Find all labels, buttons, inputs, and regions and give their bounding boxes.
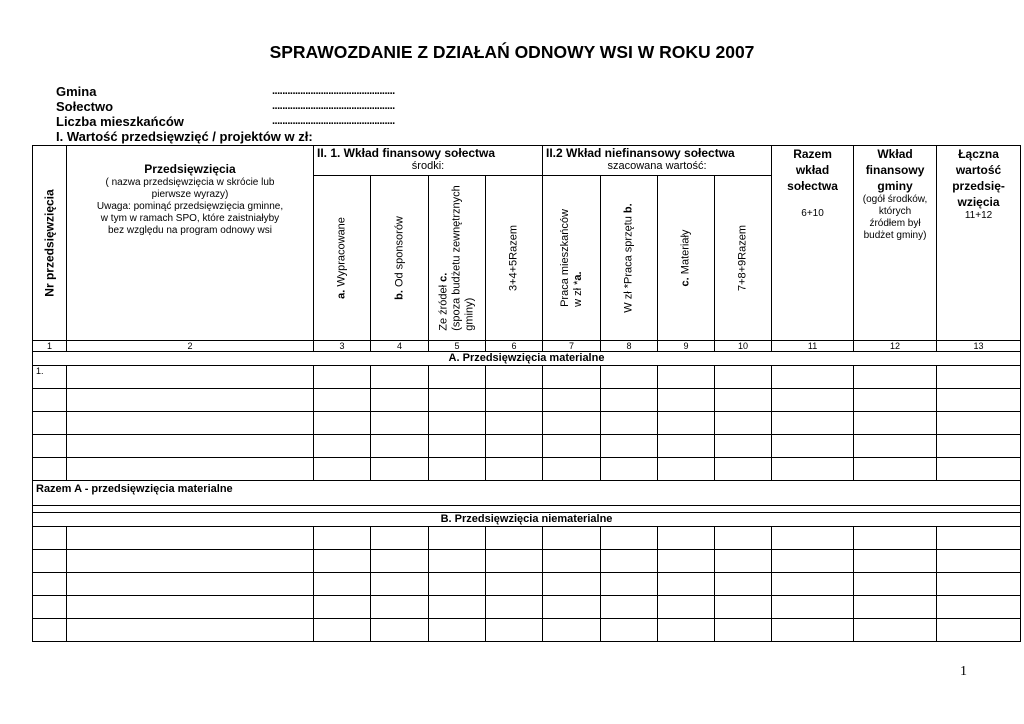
label-solectwo: Sołectwo (56, 99, 114, 114)
table-row[interactable] (33, 596, 1021, 619)
report-table (32, 145, 1021, 642)
table-row[interactable] (33, 550, 1021, 573)
column-number: 8 (601, 341, 658, 352)
header-przedsiewziecia: Przedsięwzięcia ( nazwa przedsięwzięcia w skrócie lub pierwsze wyrazy) Uwaga: pominąć przedsięwzięcia gminne, w tym w ramach SPO, które zaistniałyby bez względu na program odnowy wsi (67, 146, 314, 341)
field-gmina[interactable]: ................................................ (272, 85, 395, 97)
column-number: 10 (715, 341, 772, 352)
section-I-label: I. Wartość przedsięwzięć / projektów w zł: (56, 129, 313, 144)
label-liczba-mieszkancow: Liczba mieszkańców (56, 114, 184, 129)
header-od-sponsorow: b. Od sponsorów (371, 176, 429, 341)
header-razem-wklad-solectwa: Razem wkład sołectwa 6+10 (772, 146, 854, 341)
header-wklad-niefinansowy: II.2 Wkład niefinansowy sołectwa szacowana wartość: (543, 146, 772, 176)
header-wklad-finansowy-gminy: Wkład finansowy gminy (ogół środków, których źródłem był budżet gminy) (854, 146, 937, 341)
column-number: 9 (658, 341, 715, 352)
table-row[interactable] (33, 458, 1021, 481)
header-praca-mieszkancow: Praca mieszkańców w zł *a. (543, 176, 601, 341)
table-row[interactable] (33, 435, 1021, 458)
column-numbers-row (33, 341, 1021, 352)
column-number: 12 (854, 341, 937, 352)
header-razem-niefinansowy: 7+8+9Razem (715, 176, 772, 341)
spacer-row (33, 506, 1021, 513)
sum-row-a (33, 481, 1021, 506)
header-ze-zrodel-zewnetrznych: Ze źródeł c. (spoza budżetu zewnętrznych gminy) (429, 176, 486, 341)
column-number: 3 (314, 341, 371, 352)
header-materialy: c. Materiały (658, 176, 715, 341)
column-number: 2 (67, 341, 314, 352)
table-row[interactable] (33, 366, 1021, 389)
row-number: 1. (33, 366, 67, 389)
header-razem-finansowy: 3+4+5Razem (486, 176, 543, 341)
column-number: 7 (543, 341, 601, 352)
page-title: SPRAWOZDANIE Z DZIAŁAŃ ODNOWY WSI W ROKU 2007 (269, 42, 755, 62)
table-row[interactable] (33, 527, 1021, 550)
header-wypracowane: a. Wypracowane (314, 176, 371, 341)
field-solectwo[interactable]: ................................................ (272, 100, 395, 112)
table-row[interactable] (33, 389, 1021, 412)
column-number: 13 (937, 341, 1021, 352)
table-row[interactable] (33, 412, 1021, 435)
field-liczba-mieszkancow[interactable]: ................................................ (272, 115, 395, 127)
column-number: 1 (33, 341, 67, 352)
header-praca-sprzetu: W zł *Praca sprzętu b. (601, 176, 658, 341)
table-row[interactable] (33, 619, 1021, 642)
header-laczna-wartosc: Łączna wartość przedsię- wzięcia 11+12 (937, 146, 1021, 341)
page-number: 1 (960, 664, 967, 679)
column-number: 6 (486, 341, 543, 352)
table-row[interactable] (33, 573, 1021, 596)
section-b-header: B. Przedsięwzięcia niematerialne (33, 513, 1021, 527)
header-nr-przedsiewziecia: Nr przedsięwzięcia (33, 146, 67, 341)
header-wklad-finansowy: II. 1. Wkład finansowy sołectwa środki: (314, 146, 543, 176)
label-gmina: Gmina (56, 84, 97, 99)
column-number: 4 (371, 341, 429, 352)
section-a-header: A. Przedsięwzięcia materialne (33, 352, 1021, 366)
column-number: 11 (772, 341, 854, 352)
column-number: 5 (429, 341, 486, 352)
sum-a-label: Razem A - przedsięwzięcia materialne (33, 481, 1021, 506)
